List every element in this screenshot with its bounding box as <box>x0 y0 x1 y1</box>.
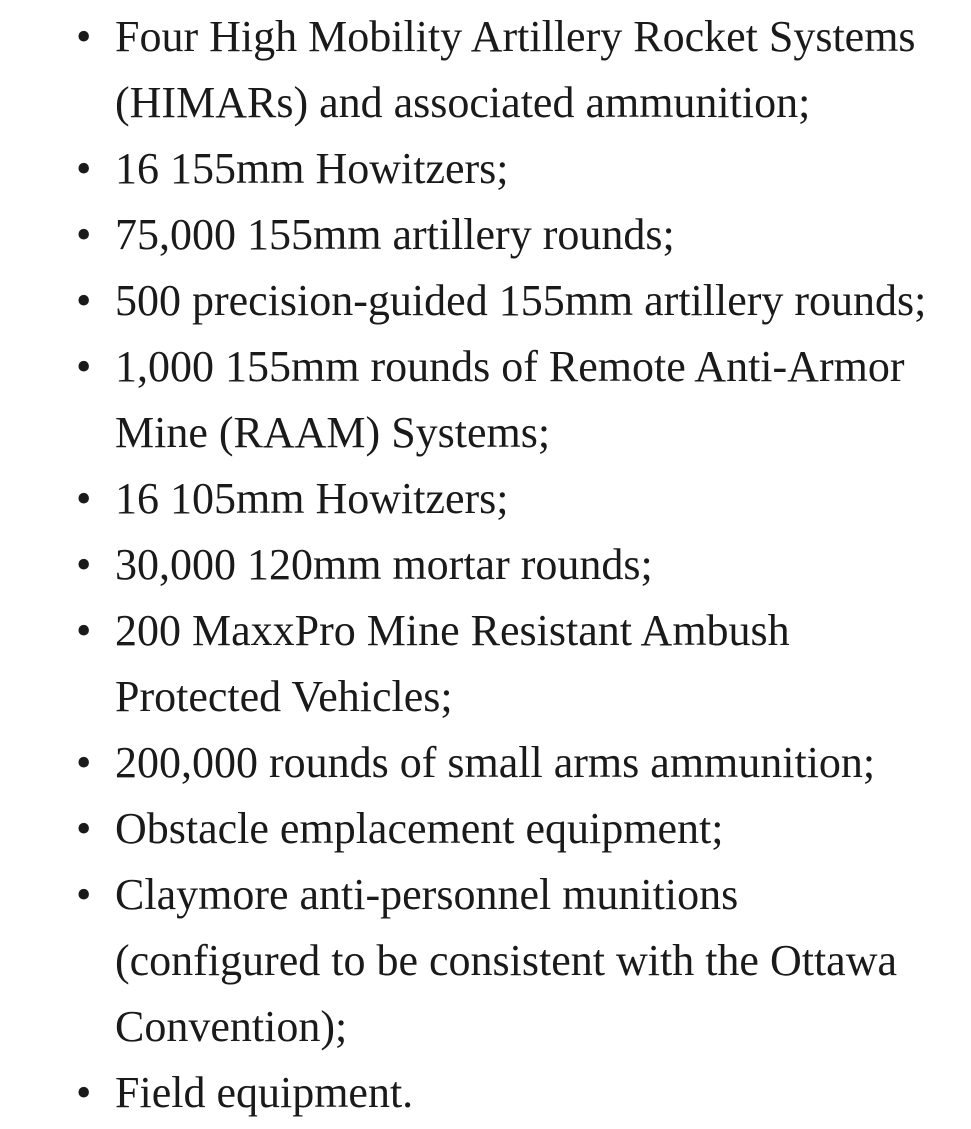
list-item <box>0 598 971 730</box>
list-item <box>0 796 971 862</box>
item-line: 500 precision-guided 155mm artillery rounds; <box>115 276 927 325</box>
item-lines <box>115 1060 971 1126</box>
item-line: Claymore anti-personnel munitions <box>115 870 739 919</box>
list-item <box>0 4 971 136</box>
item-line: 1,000 155mm rounds of Remote Anti-Armor <box>115 342 905 391</box>
list-item <box>0 334 971 466</box>
bullet-marker: • <box>76 210 92 259</box>
bullet-marker: • <box>76 540 92 589</box>
list-item <box>0 268 971 334</box>
bullet-marker: • <box>76 606 92 655</box>
list-item <box>0 532 971 598</box>
item-lines <box>115 532 971 598</box>
item-lines <box>115 136 971 202</box>
item-line: 75,000 155mm artillery rounds; <box>115 210 675 259</box>
bullet-marker: • <box>76 1068 92 1117</box>
equipment-list <box>0 4 971 1126</box>
bullet-marker: • <box>76 870 92 919</box>
item-line: Mine (RAAM) Systems; <box>115 408 551 457</box>
item-line: 16 105mm Howitzers; <box>115 474 509 523</box>
item-line: Protected Vehicles; <box>115 672 453 721</box>
item-lines <box>115 730 971 796</box>
item-line: 200,000 rounds of small arms ammunition; <box>115 738 876 787</box>
item-line: 200 MaxxPro Mine Resistant Ambush <box>115 606 790 655</box>
list-item <box>0 730 971 796</box>
bullet-marker: • <box>76 12 92 61</box>
item-lines <box>115 202 971 268</box>
bullet-marker: • <box>76 738 92 787</box>
list-item <box>0 1060 971 1126</box>
item-lines <box>115 268 971 334</box>
item-lines <box>115 466 971 532</box>
bullet-marker: • <box>76 342 92 391</box>
bullet-marker: • <box>76 144 92 193</box>
bullet-marker: • <box>76 276 92 325</box>
list-item <box>0 466 971 532</box>
item-line: (configured to be consistent with the Ottawa <box>115 936 898 985</box>
list-item <box>0 202 971 268</box>
item-line: Convention); <box>115 1002 348 1051</box>
list-item <box>0 862 971 1060</box>
item-lines <box>115 4 971 136</box>
item-lines <box>115 334 971 466</box>
item-line: Field equipment. <box>115 1068 414 1117</box>
item-line: Four High Mobility Artillery Rocket Systems <box>115 12 916 61</box>
bullet-marker: • <box>76 474 92 523</box>
item-line: (HIMARs) and associated ammunition; <box>115 78 811 127</box>
bullet-marker: • <box>76 804 92 853</box>
item-line: Obstacle emplacement equipment; <box>115 804 724 853</box>
item-line: 16 155mm Howitzers; <box>115 144 509 193</box>
item-lines <box>115 796 971 862</box>
list-item <box>0 136 971 202</box>
item-line: 30,000 120mm mortar rounds; <box>115 540 653 589</box>
item-lines <box>115 598 971 730</box>
item-lines <box>115 862 971 1060</box>
